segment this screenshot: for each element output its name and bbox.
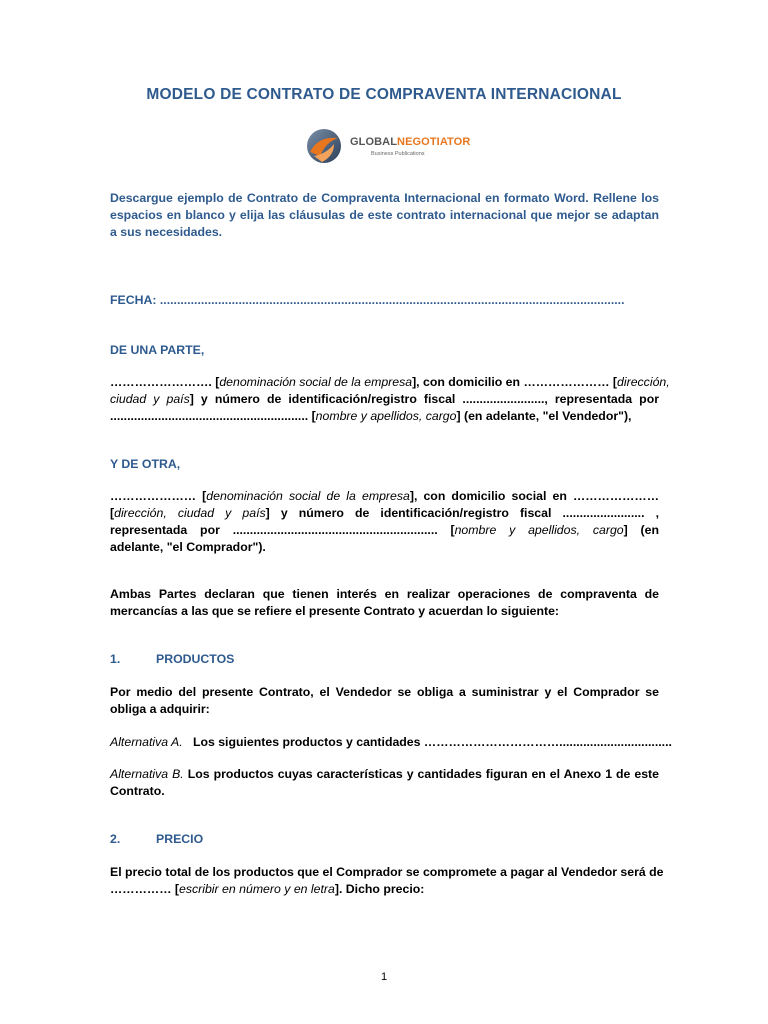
parte2-line-3: representada por ............................................................ [nombre y apellidos, cargo] (en <box>110 523 659 537</box>
y-de-otra-heading: Y DE OTRA, <box>110 457 181 471</box>
section-2-body <box>110 864 664 898</box>
parte2-line-4: adelante, "el Comprador"). <box>110 540 266 554</box>
intro-paragraph: Descargue ejemplo de Contrato de Compraventa Internacional en formato Word. Rellene los espacios en blanco y elija las cláusulas de este contrato internacional que mejor se adaptan a sus necesidades. <box>110 191 659 239</box>
parte1-paragraph <box>110 374 670 425</box>
logo-wordmark: GLOBALNEGOTIATOR <box>350 136 471 148</box>
alternativa-a-line <box>110 734 672 751</box>
fecha-line: FECHA: ........................................................................................................................................ <box>110 293 625 307</box>
parte2-paragraph <box>110 488 659 556</box>
de-una-parte-heading: DE UNA PARTE, <box>110 343 205 357</box>
alternativa-b-paragraph <box>110 766 659 800</box>
alternativa-a-text: Los siguientes productos y cantidades ……………………………................................. <box>192 735 672 749</box>
section-1-title: PRODUCTOS <box>156 652 235 666</box>
ambas-partes-paragraph: Ambas Partes declaran que tienen interés en realizar operaciones de compraventa de mercancías a las que se refiere el presente Contrato y acuerdan lo siguiente: <box>110 587 659 618</box>
section-2-number: 2. <box>110 832 121 846</box>
page-number: 1 <box>380 971 388 983</box>
parte1-line-2: ciudad y país] y número de identificación/registro fiscal ........................, representada por <box>110 392 659 406</box>
parte2-line-2: [dirección, ciudad y país] y número de identificación/registro fiscal ........................ , <box>110 506 659 520</box>
alternativa-b-text: Los productos cuyas características y cantidades figuran en el Anexo 1 de este Contrato. <box>110 767 659 798</box>
section-1-body: Por medio del presente Contrato, el Vendedor se obliga a suministrar y el Comprador se obliga a adquirir: <box>110 685 659 716</box>
parte2-line-1: ………………… [denominación social de la empresa], con domicilio social en ………………… <box>110 489 660 503</box>
parte1-line-3: .......................................................... [nombre y apellidos, cargo] (en adelante, "el Vendedor"), <box>110 409 632 423</box>
alternativa-a-label: Alternativa A. <box>110 735 183 749</box>
section-2-line-2: …………… [escribir en número y en letra]. Dicho precio: <box>110 882 425 896</box>
parte1-line-1: ……………………. [denominación social de la empresa], con domicilio en ………………… [dirección, <box>110 375 670 389</box>
document-title: MODELO DE CONTRATO DE COMPRAVENTA INTERNACIONAL <box>146 86 622 103</box>
section-2-line-1: El precio total de los productos que el Comprador se compromete a pagar al Vendedor será de <box>110 865 664 879</box>
section-1-number: 1. <box>110 652 121 666</box>
logo-subtitle: Business Publications <box>371 151 425 157</box>
alternativa-b-label: Alternativa B. <box>110 767 184 781</box>
section-2-title: PRECIO <box>156 832 204 846</box>
